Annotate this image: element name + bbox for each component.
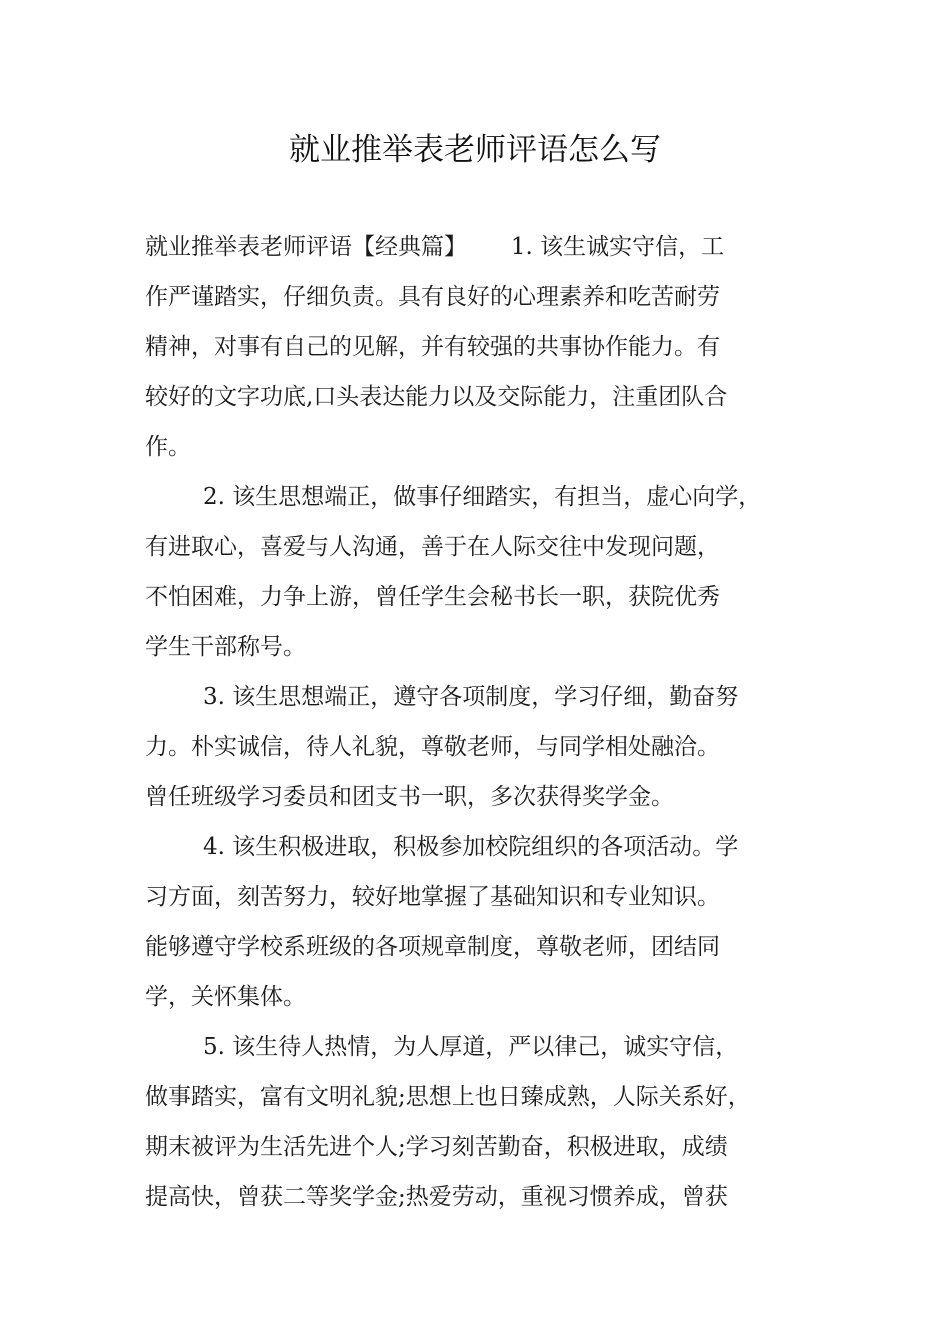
- paragraph-start-line: 2. 该生思想端正，做事仔细踏实，有担当，虚心向学，: [203, 484, 762, 510]
- text-line: 不怕困难，力争上游，曾任学生会秘书长一职，获院优秀: [145, 584, 720, 610]
- text-line: 学，关怀集体。: [145, 984, 306, 1010]
- text-line: 能够遵守学校系班级的各项规章制度，尊敬老师，团结同: [145, 934, 720, 960]
- text-line: 学生干部称号。: [145, 634, 306, 660]
- paragraph-start-line: 5. 该生待人热情，为人厚道，严以律己，诚实守信，: [203, 1034, 739, 1060]
- text-line: 就业推举表老师评语【经典篇】 1. 该生诚实守信，工: [145, 234, 725, 260]
- paragraph-start-line: 4. 该生积极进取，积极参加校院组织的各项活动。学: [203, 834, 739, 860]
- page-title: 就业推举表老师评语怎么写: [289, 132, 661, 168]
- text-line: 做事踏实，富有文明礼貌;思想上也日臻成熟，人际关系好，: [145, 1084, 751, 1110]
- text-line: 作严谨踏实，仔细负责。具有良好的心理素养和吃苦耐劳: [145, 284, 720, 310]
- text-line: 作。: [145, 434, 191, 460]
- text-line: 较好的文字功底,口头表达能力以及交际能力，注重团队合: [145, 384, 728, 410]
- paragraph-start-line: 3. 该生思想端正，遵守各项制度，学习仔细，勤奋努: [203, 684, 739, 710]
- text-line: 力。朴实诚信，待人礼貌，尊敬老师，与同学相处融洽。: [145, 734, 720, 760]
- text-line: 提高快，曾获二等奖学金;热爱劳动，重视习惯养成，曾获: [145, 1184, 728, 1210]
- document-body: [145, 222, 835, 1222]
- text-line: 曾任班级学习委员和团支书一职，多次获得奖学金。: [145, 784, 674, 810]
- text-line: 精神，对事有自己的见解，并有较强的共事协作能力。有: [145, 334, 720, 360]
- text-line: 有进取心，喜爱与人沟通，善于在人际交往中发现问题，: [145, 534, 720, 560]
- text-line: 期末被评为生活先进个人;学习刻苦勤奋，积极进取，成绩: [145, 1134, 728, 1160]
- text-line: 习方面，刻苦努力，较好地掌握了基础知识和专业知识。: [145, 884, 720, 910]
